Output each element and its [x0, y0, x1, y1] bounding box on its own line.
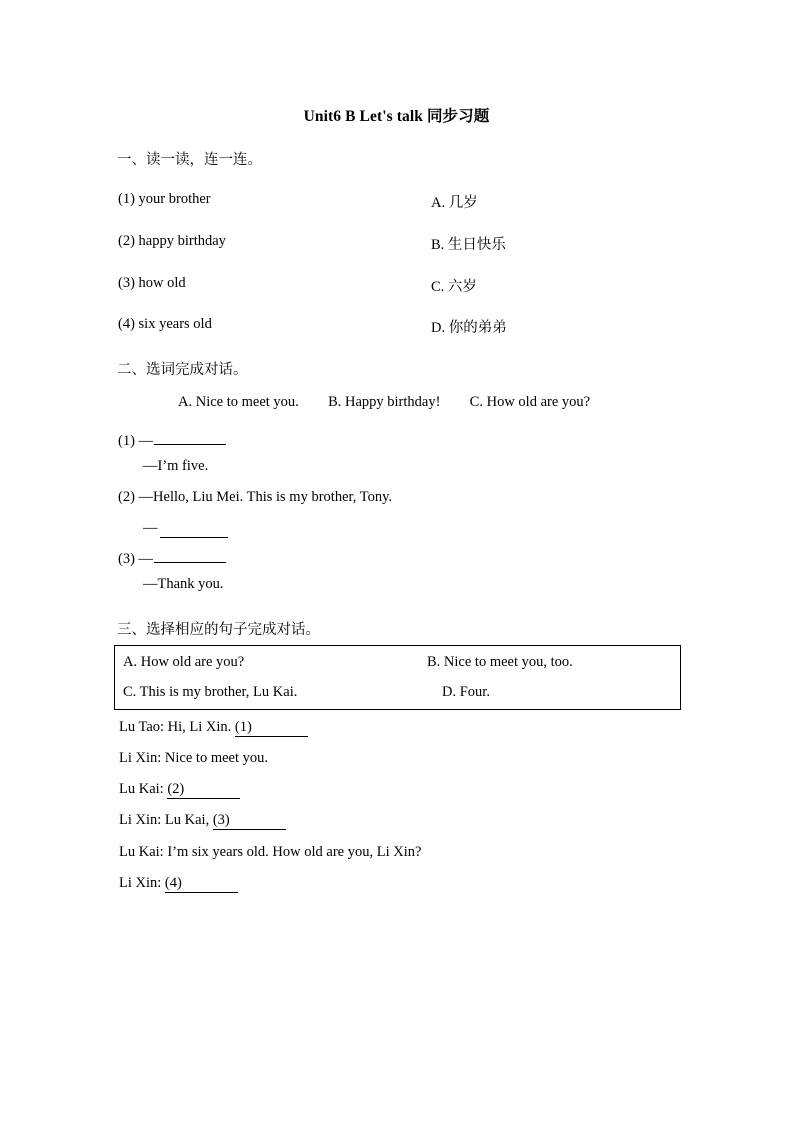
option-box-item-d: D. Four.	[442, 684, 490, 700]
dialogue-line-3	[119, 781, 240, 799]
question-2-reply-dash: —	[143, 519, 158, 536]
option-box-item-a: A. How old are you?	[123, 654, 245, 670]
section-two-question-2-reply	[143, 517, 228, 537]
match-right-item-c: C. 六岁	[431, 279, 477, 295]
match-right-item-a: A. 几岁	[431, 195, 478, 211]
section-two-choice-bank	[178, 394, 590, 411]
dialogue-line-4	[119, 812, 286, 830]
match-right-item-b: B. 生日快乐	[431, 237, 506, 253]
dialogue-line-1-text: Lu Tao: Hi, Li Xin.	[119, 719, 235, 735]
option-box-item-c: C. This is my brother, Lu Kai.	[123, 684, 298, 700]
dialogue-line-1	[119, 719, 308, 737]
dialogue-line-2	[119, 750, 268, 767]
section-two-question-1-reply: —I’m five.	[143, 458, 209, 474]
dialogue-line-6	[119, 875, 238, 893]
dialogue-line-5	[119, 844, 421, 861]
page-title: Unit6 B Let's talk 同步习题	[303, 108, 490, 125]
match-left-item-4: (4) six years old	[118, 316, 212, 332]
match-left-item-1: (1) your brother	[118, 191, 211, 207]
section-heading-three: 三、选择相应的句子完成对话。	[117, 622, 320, 638]
question-2-answer-blank[interactable]	[160, 523, 228, 538]
dialogue-line-5-text: Lu Kai: I’m six years old. How old are you, Li Xin?	[119, 844, 422, 860]
dialogue-line-6-blank[interactable]: (4)	[165, 875, 238, 893]
question-3-answer-blank[interactable]	[154, 548, 226, 563]
dialogue-line-1-blank[interactable]: (1)	[235, 719, 308, 737]
match-right-item-d: D. 你的弟弟	[431, 320, 507, 336]
section-heading-one: 一、读一读，连一连。	[117, 152, 262, 168]
dialogue-line-3-text: Lu Kai:	[119, 781, 168, 797]
section-two-question-3	[118, 548, 226, 568]
section-two-question-1	[118, 430, 226, 450]
dialogue-line-4-text: Li Xin: Lu Kai,	[119, 812, 213, 828]
dialogue-line-4-blank[interactable]: (3)	[213, 812, 286, 830]
choice-bank-option-c: C. How old are you?	[469, 394, 591, 410]
question-3-prompt: (3) —	[118, 550, 154, 567]
option-box-item-b: B. Nice to meet you, too.	[427, 654, 573, 670]
dialogue-line-3-blank[interactable]: (2)	[167, 781, 240, 799]
match-left-item-3: (3) how old	[118, 275, 186, 291]
section-heading-two: 二、选词完成对话。	[117, 362, 248, 378]
choice-bank-option-a: A. Nice to meet you.	[178, 394, 299, 410]
dialogue-line-6-text: Li Xin:	[119, 875, 165, 891]
question-1-answer-blank[interactable]	[154, 430, 226, 445]
dialogue-line-2-text: Li Xin: Nice to meet you.	[119, 750, 268, 766]
section-two-question-2: (2) —Hello, Liu Mei. This is my brother, Tony.	[118, 489, 393, 505]
choice-bank-option-b: B. Happy birthday!	[328, 394, 441, 410]
section-two-question-3-reply: —Thank you.	[143, 576, 224, 592]
section-three-option-box	[114, 645, 681, 710]
question-1-prompt: (1) —	[118, 432, 154, 449]
match-left-item-2: (2) happy birthday	[118, 233, 226, 249]
